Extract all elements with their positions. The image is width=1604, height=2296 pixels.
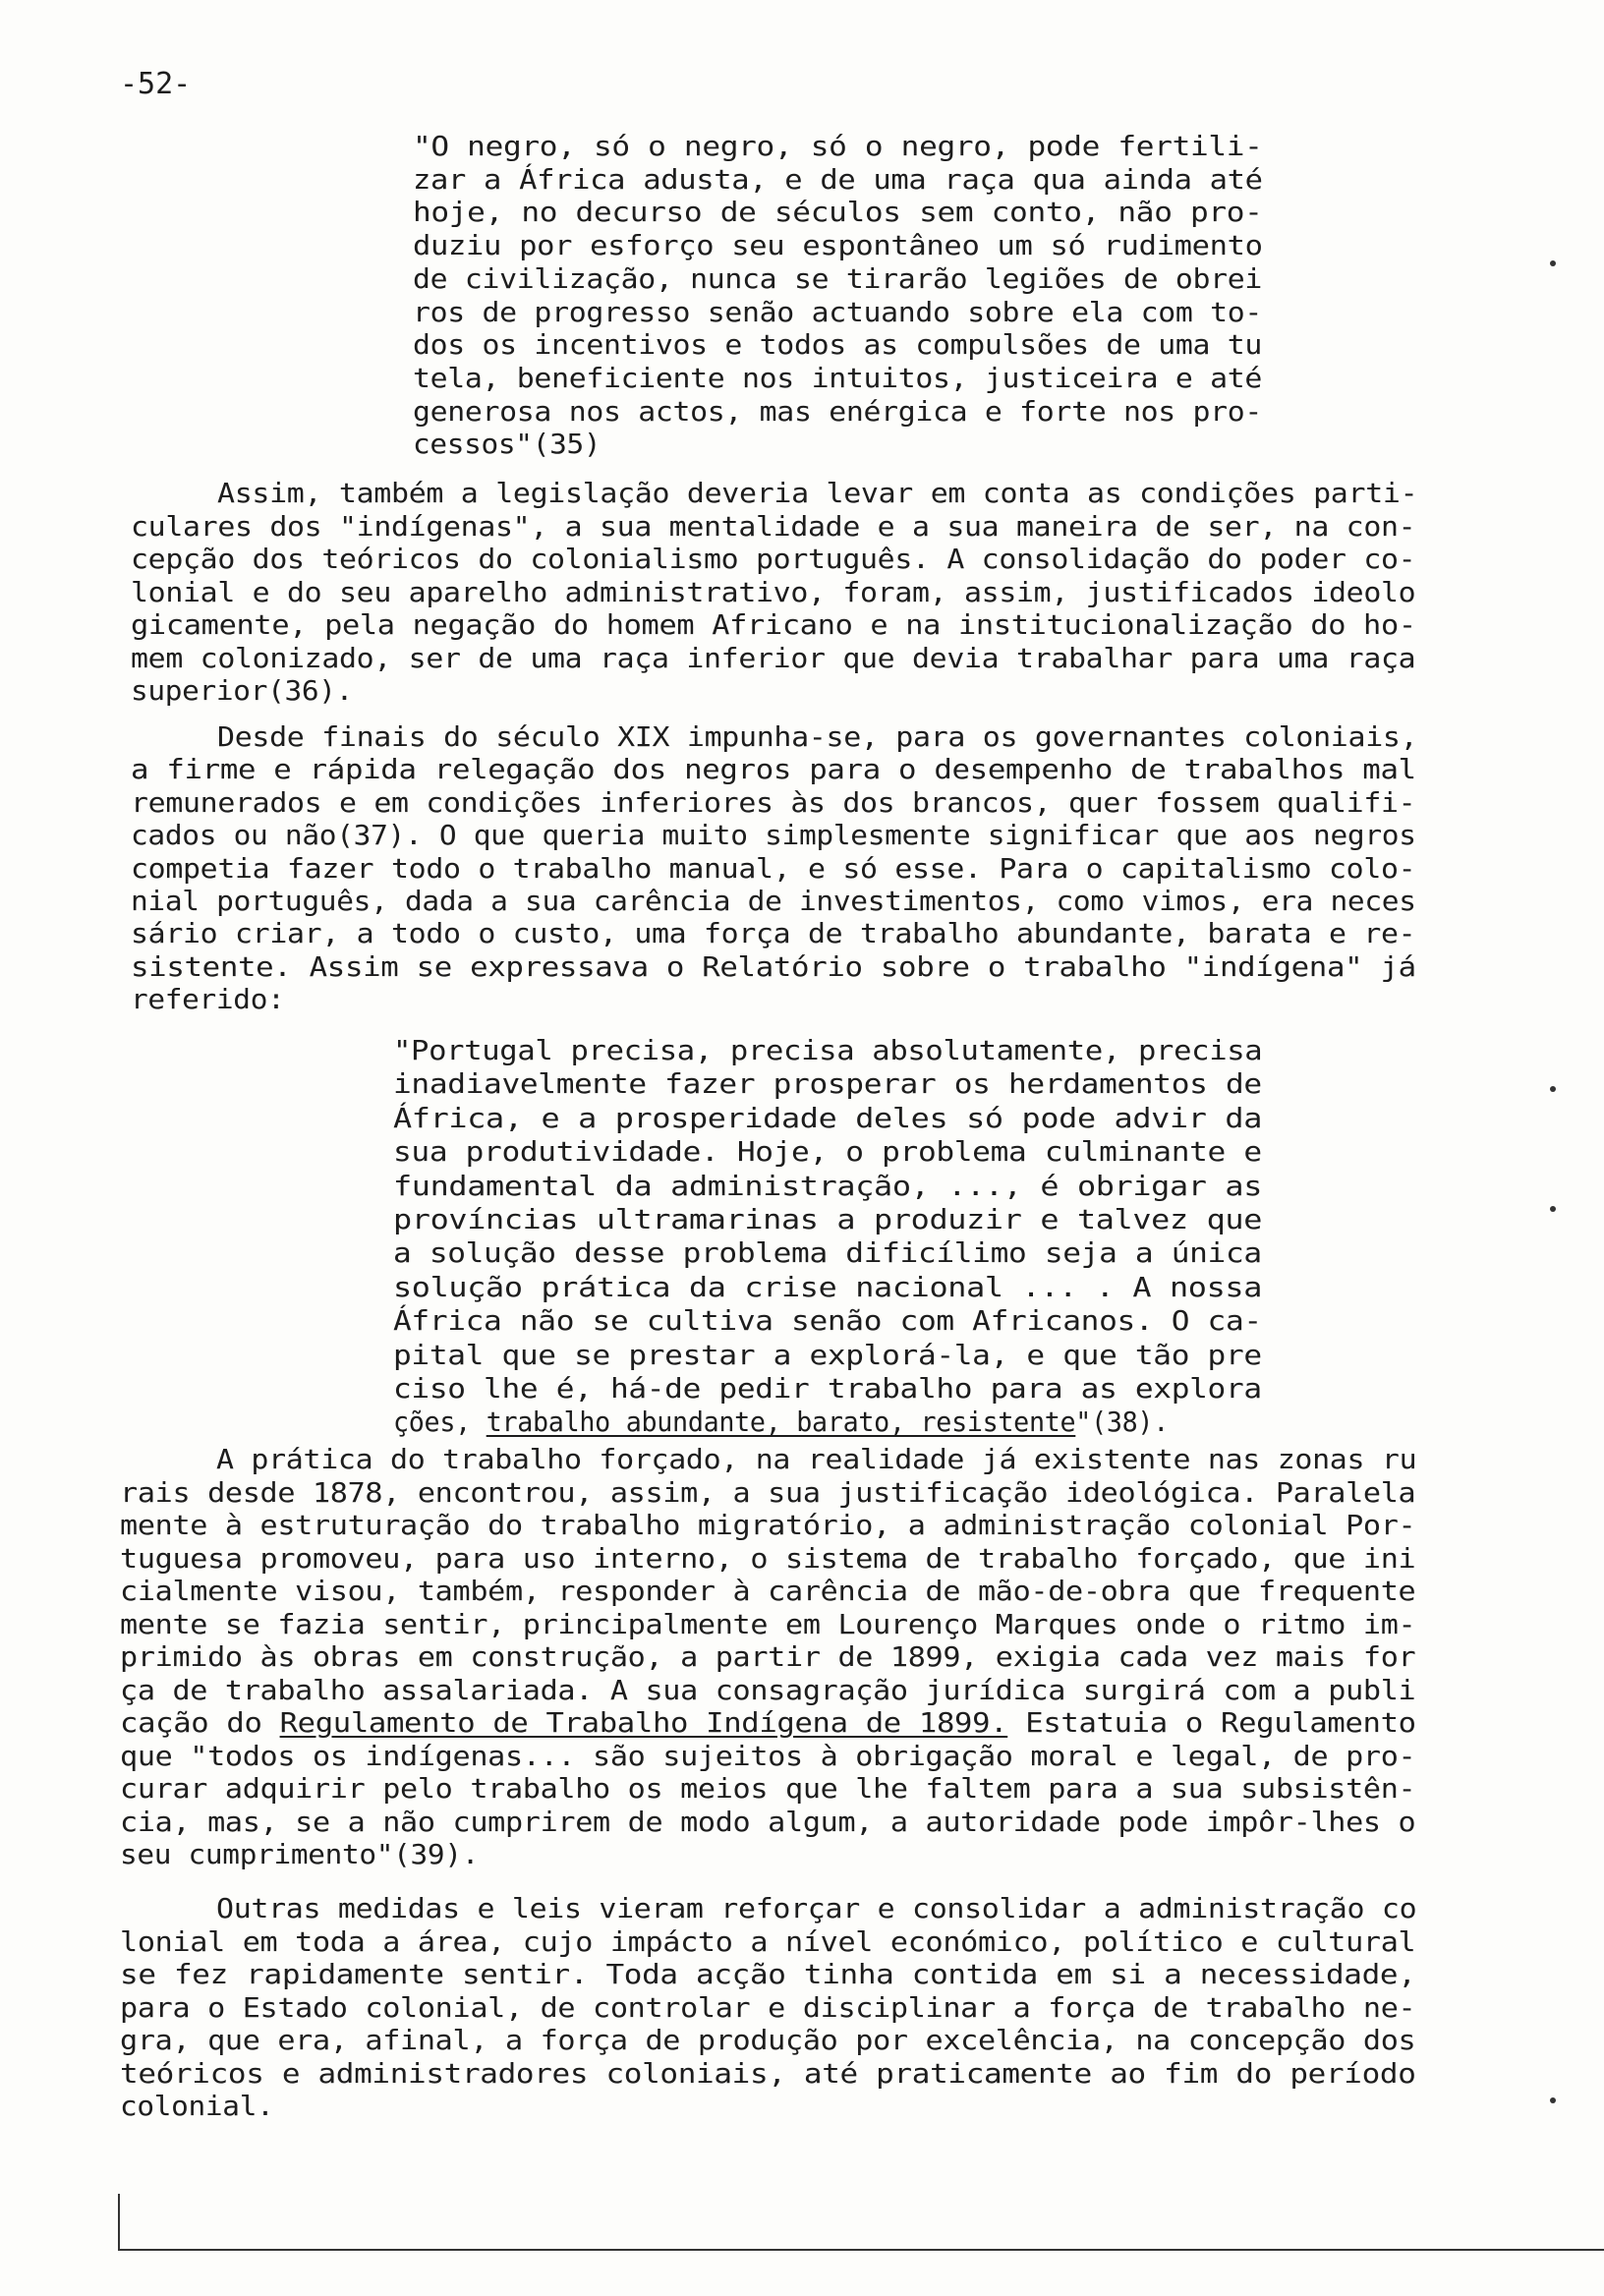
paragraph-line: teóricos e administradores coloniais, até praticamente ao fim do período	[120, 2056, 1416, 2090]
scan-speck	[1550, 260, 1556, 266]
paragraph-line: culares dos "indígenas", a sua mentalidade e a sua maneira de ser, na con-	[131, 509, 1416, 543]
quote-line: inadiavelmente fazer prosperar os herdamentos de	[393, 1067, 1262, 1101]
paragraph-line: cialmente visou, também, responder à carência de mão-de-obra que frequente	[120, 1575, 1416, 1607]
page-number: -52-	[120, 67, 192, 101]
paragraph-line: curar adquirir pelo trabalho os meios que lhe faltem para a sua subsistên-	[120, 1772, 1416, 1805]
quote-line: duziu por esforço seu espontâneo um só rudimento	[413, 229, 1263, 262]
underlined-text: trabalho abundante, barato, resistente	[486, 1406, 1076, 1439]
scan-speck	[1550, 2097, 1556, 2103]
scan-speck	[1550, 1086, 1556, 1092]
paragraph-line: mente se fazia sentir, principalmente em Lourenço Marques onde o ritmo im-	[120, 1607, 1416, 1640]
paragraph-line: remunerados e em condições inferiores às dos brancos, quer fossem qualifi-	[131, 785, 1416, 819]
quote-line: de civilização, nunca se tirarão legiões de obrei	[413, 261, 1263, 295]
scan-speck	[1550, 1206, 1556, 1212]
quote-line: África, e a prosperidade deles só pode advir da	[393, 1101, 1263, 1134]
paragraph-line: lonial em toda a área, cujo impácto a nível económico, político e cultural	[120, 1924, 1416, 1958]
footer-rule	[120, 2249, 1604, 2251]
paragraph-line: rais desde 1878, encontrou, assim, a sua justificação ideológica. Paralela	[120, 1475, 1416, 1509]
quote-line: generosa nos actos, mas enérgica e forte nos pro-	[413, 394, 1263, 428]
paragraph-line: cados ou não(37). O que queria muito simplesmente significar que aos negros	[131, 819, 1416, 852]
quote-line: ciso lhe é, há-de pedir trabalho para as explora	[393, 1372, 1262, 1405]
quote-line: ros de progresso senão actuando sobre ela com to-	[413, 295, 1263, 328]
paragraph-line: mente à estruturação do trabalho migratório, a administração colonial Por-	[120, 1509, 1416, 1541]
paragraph-line: se fez rapidamente sentir. Toda acção tinha contida em si a necessidade,	[120, 1958, 1416, 1990]
paragraph-line: referido:	[131, 983, 285, 1016]
quote-line: sua produtividade. Hoje, o problema culminante e	[393, 1135, 1262, 1169]
quote-line: cessos"(35)	[413, 428, 602, 461]
paragraph-line: tuguesa promoveu, para uso interno, o sistema de trabalho forçado, que ini	[120, 1541, 1416, 1575]
quote-line: "O negro, só o negro, só o negro, pode fertili-	[413, 130, 1263, 162]
paragraph-line: superior(36).	[131, 674, 354, 707]
paragraph-line: nial português, dada a sua carência de investimentos, como vimos, era neces	[131, 885, 1416, 917]
paragraph-line: cação do Regulamento de Trabalho Indígena de 1899. Estatuia o Regulamento	[120, 1706, 1416, 1739]
quote-line: tela, beneficiente nos intuitos, justiceira e até	[413, 361, 1263, 394]
quote-line: hoje, no decurso de séculos sem conto, não pro-	[413, 196, 1263, 229]
paragraph-line: A prática do trabalho forçado, na realidade já existente nas zonas ru	[216, 1443, 1417, 1475]
paragraph-line: para o Estado colonial, de controlar e disciplinar a força de trabalho ne-	[120, 1990, 1416, 2024]
paragraph-line: sário criar, a todo o custo, uma força de trabalho abundante, barata e re-	[131, 917, 1416, 950]
quote-line: ções, trabalho abundante, barato, resistente"(38).	[393, 1406, 1169, 1439]
paragraph-line: gra, que era, afinal, a força de produção por excelência, na concepção dos	[120, 2024, 1416, 2056]
paragraph-line: sistente. Assim se expressava o Relatório sobre o trabalho "indígena" já	[131, 949, 1416, 983]
paragraph-line: mem colonizado, ser de uma raça inferior que devia trabalhar para uma raça	[131, 641, 1416, 674]
quote-line: pital que se prestar a explorá-la, e que tão pre	[393, 1338, 1262, 1371]
quote-line: fundamental da administração, ..., é obrigar as	[393, 1169, 1263, 1202]
quote-line: províncias ultramarinas a produzir e talvez que	[393, 1203, 1263, 1235]
quote-line: solução prática da crise nacional ... . A nossa	[393, 1270, 1263, 1303]
paragraph-line: Desde finais do século XIX impunha-se, para os governantes coloniais,	[217, 720, 1418, 753]
paragraph-line: lonial e do seu aparelho administrativo, foram, assim, justificados ideolo	[131, 575, 1416, 608]
quote-line: dos os incentivos e todos as compulsões de uma tu	[413, 328, 1263, 362]
quote-line: "Portugal precisa, precisa absolutamente, precisa	[393, 1034, 1263, 1066]
paragraph-line: Outras medidas e leis vieram reforçar e consolidar a administração co	[216, 1892, 1417, 1924]
quote-line: a solução desse problema dificílimo seja a única	[393, 1236, 1262, 1270]
paragraph-line: primido às obras em construção, a partir de 1899, exigia cada vez mais for	[120, 1640, 1416, 1673]
paragraph-line: que "todos os indígenas... são sujeitos à obrigação moral e legal, de pro-	[120, 1739, 1416, 1772]
paragraph-line: competia fazer todo o trabalho manual, e só esse. Para o capitalismo colo-	[131, 851, 1416, 885]
underlined-text: Regulamento de Trabalho Indígena de 1899.	[279, 1706, 1008, 1739]
paragraph-line: colonial.	[120, 2090, 274, 2122]
paragraph-line: a firme e rápida relegação dos negros para o desempenho de trabalhos mal	[131, 753, 1416, 786]
quote-line: África não se cultiva senão com Africanos. O ca-	[393, 1304, 1262, 1338]
paragraph-line: cepção dos teóricos do colonialismo português. A consolidação do poder co-	[131, 543, 1416, 575]
paragraph-line: seu cumprimento"(39).	[120, 1838, 480, 1870]
paragraph-line: cia, mas, se a não cumprirem de modo algum, a autoridade pode impôr-lhes o	[120, 1805, 1416, 1838]
margin-mark	[118, 2194, 120, 2251]
paragraph-line: gicamente, pela negação do homem Africano e na institucionalização do ho-	[131, 608, 1416, 641]
paragraph-line: ça de trabalho assalariada. A sua consagração jurídica surgirá com a publi	[120, 1673, 1416, 1706]
paragraph-line: Assim, também a legislação deveria levar em conta as condições parti-	[217, 477, 1418, 509]
quote-line: zar a África adusta, e de uma raça qua ainda até	[413, 162, 1263, 196]
